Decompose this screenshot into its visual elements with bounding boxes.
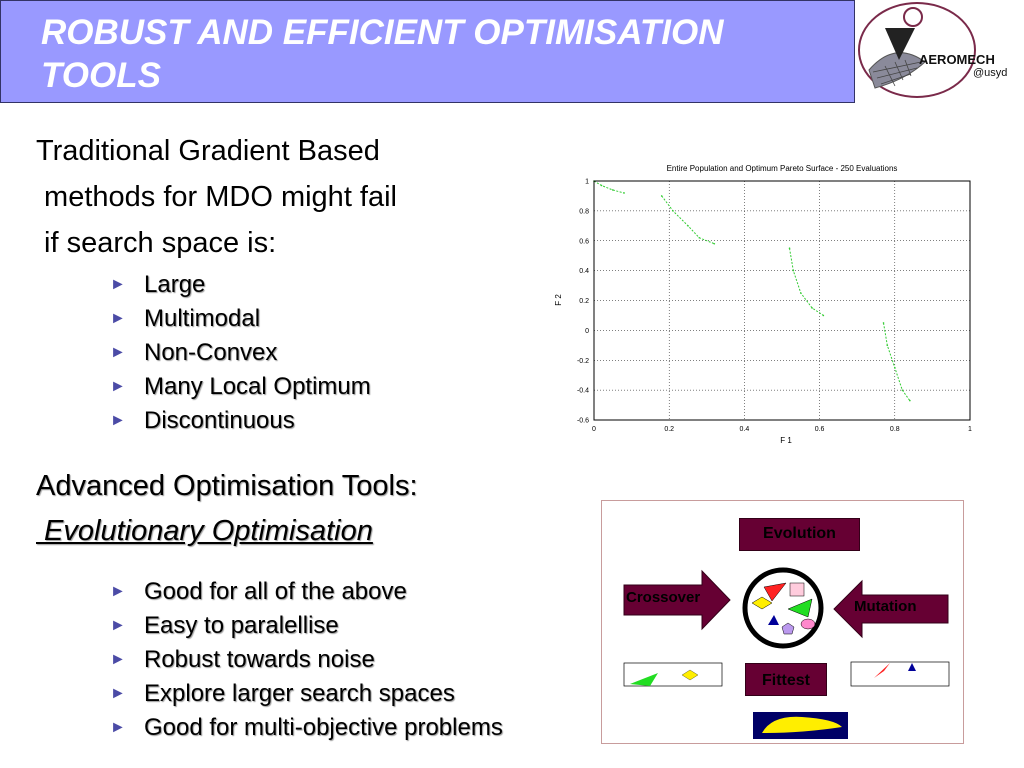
pareto-front-segment (662, 196, 715, 244)
bullet-arrow-icon: ► (110, 685, 126, 702)
y-tick-label: 1 (585, 178, 589, 186)
x-tick-label: 1 (968, 426, 972, 433)
intro-line: Traditional Gradient Based (36, 135, 380, 167)
search-space-list (110, 268, 371, 438)
intro-line: methods for MDO might fail (36, 181, 397, 213)
list-item: ► Discontinuous (110, 404, 371, 438)
bullet-arrow-icon: ► (110, 412, 126, 429)
slide-title: ROBUST AND EFFICIENT OPTIMISATION TOOLS (41, 13, 724, 95)
data-point (792, 270, 794, 272)
chart-ylabel: F 2 (554, 294, 563, 306)
y-tick-label: 0 (585, 327, 589, 335)
data-point (811, 307, 813, 309)
benefits-list (110, 575, 503, 745)
y-tick-label: -0.4 (576, 387, 589, 395)
pareto-front-segment (594, 181, 624, 193)
advanced-heading: Advanced Optimisation Tools: (36, 470, 418, 502)
list-item: ► Easy to paralellise (110, 609, 503, 643)
list-item: ► Many Local Optimum (110, 370, 371, 404)
pareto-front-segment (790, 248, 824, 315)
bullet-arrow-icon: ► (110, 583, 126, 600)
data-point (894, 367, 896, 369)
list-item: ► Multimodal (110, 302, 371, 336)
y-tick-label: 0.2 (579, 298, 589, 305)
data-point (883, 322, 885, 324)
data-point (601, 185, 603, 187)
advanced-subheading: Evolutionary Optimisation (36, 515, 373, 547)
intro-text (36, 128, 397, 266)
y-tick-label: -0.6 (576, 417, 589, 425)
x-tick-label: 0.6 (814, 426, 825, 433)
intro-line: if search space is: (36, 227, 277, 259)
bullet-arrow-icon: ► (110, 344, 126, 361)
x-tick-label: 0.4 (739, 426, 750, 433)
list-item: ► Good for multi-objective problems (110, 711, 503, 745)
data-point (698, 237, 700, 239)
mutation-offspring-box (851, 662, 949, 686)
advanced-heading-block (36, 464, 418, 554)
data-point (714, 243, 716, 245)
y-tick-label: 0.4 (579, 268, 589, 276)
data-point (661, 195, 663, 197)
logo-ring-icon (904, 8, 922, 26)
mutation-label: Mutation (854, 598, 917, 615)
bullet-arrow-icon: ► (110, 378, 126, 395)
data-point (800, 292, 802, 294)
chart-xlabel: F 1 (780, 436, 792, 445)
data-point (886, 345, 888, 347)
fittest-label: Fittest (745, 663, 827, 696)
y-tick-label: 0.6 (579, 238, 589, 246)
logo-subtitle: @usyd (973, 67, 1008, 79)
bullet-arrow-icon: ► (110, 310, 126, 327)
list-item: ► Non-Convex (110, 336, 371, 370)
bullet-arrow-icon: ► (110, 276, 126, 293)
y-tick-label: 0.8 (579, 208, 589, 216)
crossover-label: Crossover (626, 589, 701, 606)
x-tick-label: 0.8 (889, 426, 900, 433)
evolution-label: Evolution (739, 518, 860, 551)
x-tick-label: 0.2 (664, 426, 675, 433)
data-point (823, 315, 825, 317)
list-item: ► Good for all of the above (110, 575, 503, 609)
data-point (612, 189, 614, 191)
chart-series (593, 180, 910, 401)
pink-square-icon (790, 583, 804, 596)
chart-ticks (577, 179, 972, 434)
bullet-arrow-icon: ► (110, 719, 126, 736)
data-point (909, 400, 911, 402)
evolution-diagram (601, 500, 964, 744)
logo-mesh-icon (869, 53, 925, 88)
data-point (623, 192, 625, 194)
chart-plot-frame (594, 181, 970, 420)
list-item: ► Robust towards noise (110, 643, 503, 677)
logo-graphic (855, 0, 1024, 103)
chart-grid (594, 181, 970, 420)
y-tick-label: -0.2 (576, 357, 589, 365)
title-bar (0, 0, 855, 103)
list-item: ► Large (110, 268, 371, 302)
data-point (687, 225, 689, 227)
data-point (789, 247, 791, 249)
pareto-front-segment (884, 323, 910, 401)
data-point (902, 389, 904, 391)
list-item: ► Explore larger search spaces (110, 677, 503, 711)
data-point (672, 210, 674, 212)
pink-ellipse-icon (801, 619, 815, 629)
bullet-arrow-icon: ► (110, 617, 126, 634)
logo-wordmark: AEROMECH (919, 52, 995, 67)
aeromech-logo (855, 0, 1024, 103)
x-tick-label: 0 (592, 426, 596, 433)
bullet-arrow-icon: ► (110, 651, 126, 668)
pareto-chart (548, 160, 978, 445)
chart-title: Entire Population and Optimum Pareto Surface - 250 Evaluations (666, 164, 898, 173)
